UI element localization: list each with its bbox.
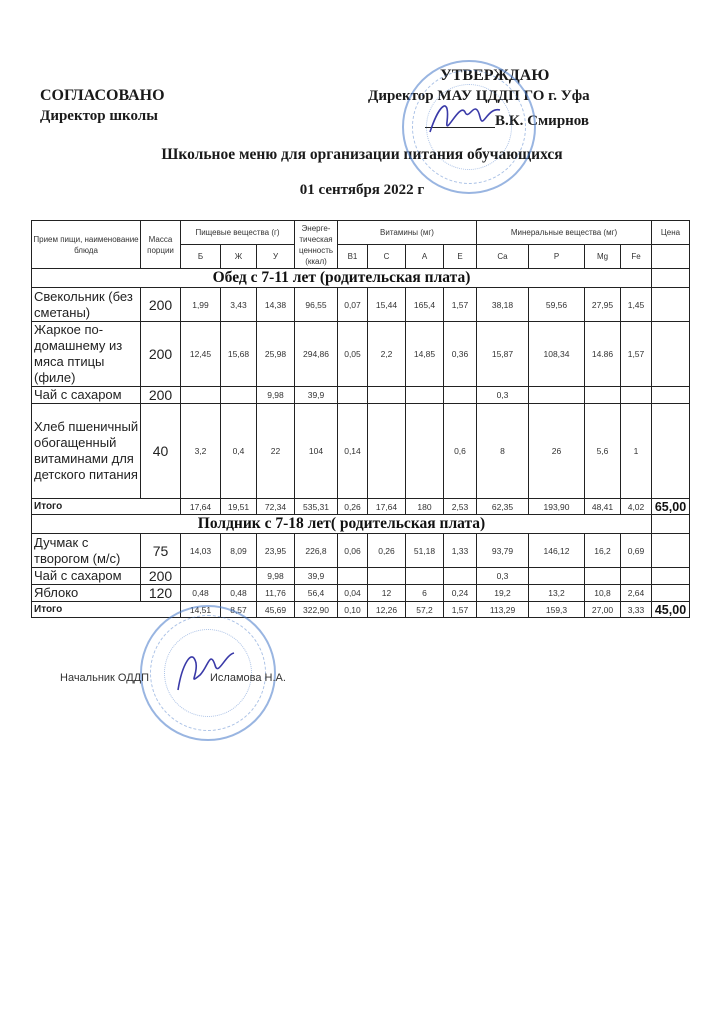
cell-a: 51,18 [406, 534, 444, 568]
dish-name: Свекольник (без сметаны) [32, 288, 141, 322]
total-b: 17,64 [181, 499, 221, 515]
total-price: 65,00 [652, 499, 690, 515]
cell-p [529, 568, 585, 585]
dish-mass: 40 [141, 404, 181, 499]
cell-price [652, 404, 690, 499]
cell-b [181, 568, 221, 585]
col-fe: Fe [621, 245, 652, 269]
cell-p: 108,34 [529, 322, 585, 387]
cell-price [652, 568, 690, 585]
cell-b: 0,48 [181, 585, 221, 602]
total-mg: 27,00 [585, 602, 621, 618]
cell-mg [585, 568, 621, 585]
cell-b1 [338, 387, 368, 404]
cell-e [444, 387, 477, 404]
dish-mass: 200 [141, 568, 181, 585]
dish-mass: 120 [141, 585, 181, 602]
dish-name: Чай с сахаром [32, 387, 141, 404]
cell-c: 15,44 [368, 288, 406, 322]
cell-b1 [338, 568, 368, 585]
cell-b: 3,2 [181, 404, 221, 499]
total-ca: 62,35 [477, 499, 529, 515]
total-ca: 113,29 [477, 602, 529, 618]
table-row [32, 387, 690, 404]
cell-e [444, 568, 477, 585]
cell-fe: 1,57 [621, 322, 652, 387]
cell-c [368, 568, 406, 585]
cell-zh: 8,09 [221, 534, 257, 568]
cell-e: 1,57 [444, 288, 477, 322]
total-c: 17,64 [368, 499, 406, 515]
agreed-role: Директор школы [40, 108, 158, 124]
total-u: 45,69 [257, 602, 295, 618]
menu-table [31, 220, 690, 618]
section-price-empty [652, 515, 690, 534]
col-vitamins: Витамины (мг) [338, 221, 477, 245]
cell-price [652, 288, 690, 322]
cell-ca: 93,79 [477, 534, 529, 568]
total-mg: 48,41 [585, 499, 621, 515]
cell-e: 0,6 [444, 404, 477, 499]
col-mass: Масса порции [141, 221, 181, 269]
col-nutrients: Пищевые вещества (г) [181, 221, 295, 245]
cell-u: 25,98 [257, 322, 295, 387]
cell-u: 9,98 [257, 568, 295, 585]
cell-zh: 0,4 [221, 404, 257, 499]
cell-kcal: 56,4 [295, 585, 338, 602]
cell-zh: 15,68 [221, 322, 257, 387]
cell-a: 14,85 [406, 322, 444, 387]
cell-c [368, 404, 406, 499]
col-ca: Ca [477, 245, 529, 269]
table-row [32, 568, 690, 585]
cell-b1: 0,07 [338, 288, 368, 322]
cell-u: 11,76 [257, 585, 295, 602]
dish-name: Жаркое по-домашнему из мяса птицы (филе) [32, 322, 141, 387]
cell-b1: 0,05 [338, 322, 368, 387]
cell-b: 12,45 [181, 322, 221, 387]
table-row [32, 585, 690, 602]
cell-p: 146,12 [529, 534, 585, 568]
table-row [32, 288, 690, 322]
cell-mg: 14.86 [585, 322, 621, 387]
cell-fe: 1 [621, 404, 652, 499]
cell-a [406, 568, 444, 585]
cell-ca: 38,18 [477, 288, 529, 322]
cell-b: 14,03 [181, 534, 221, 568]
col-minerals: Минеральные вещества (мг) [477, 221, 652, 245]
dish-name: Чай с сахаром [32, 568, 141, 585]
cell-price [652, 534, 690, 568]
section-header-row [32, 269, 690, 288]
dish-mass: 75 [141, 534, 181, 568]
dish-name: Яблоко [32, 585, 141, 602]
total-p: 159,3 [529, 602, 585, 618]
col-e: E [444, 245, 477, 269]
cell-kcal: 39,9 [295, 387, 338, 404]
col-meal: Прием пищи, наименование блюда [32, 221, 141, 269]
cell-ca: 0,3 [477, 387, 529, 404]
cell-u: 9,98 [257, 387, 295, 404]
total-row [32, 499, 690, 515]
cell-u: 22 [257, 404, 295, 499]
cell-fe [621, 568, 652, 585]
section-title: Обед с 7-11 лет (родительская плата) [32, 269, 652, 288]
cell-b [181, 387, 221, 404]
approve-role: Директор МАУ ЦДДП ГО г. Уфа [368, 88, 590, 104]
col-u: У [257, 245, 295, 269]
cell-mg: 5,6 [585, 404, 621, 499]
total-fe: 3,33 [621, 602, 652, 618]
cell-b1: 0,04 [338, 585, 368, 602]
table-row [32, 534, 690, 568]
cell-kcal: 39,9 [295, 568, 338, 585]
signature-icon [170, 645, 240, 695]
cell-fe [621, 387, 652, 404]
cell-a [406, 387, 444, 404]
cell-a: 165,4 [406, 288, 444, 322]
total-b1: 0,26 [338, 499, 368, 515]
total-b: 14,51 [181, 602, 221, 618]
approve-title: УТВЕРЖДАЮ [440, 67, 550, 84]
cell-p: 26 [529, 404, 585, 499]
cell-e: 0,24 [444, 585, 477, 602]
total-p: 193,90 [529, 499, 585, 515]
section-price-empty [652, 269, 690, 288]
dish-mass: 200 [141, 322, 181, 387]
col-a: A [406, 245, 444, 269]
cell-mg: 10,8 [585, 585, 621, 602]
col-zh: Ж [221, 245, 257, 269]
cell-price [652, 322, 690, 387]
cell-kcal: 96,55 [295, 288, 338, 322]
total-fe: 4,02 [621, 499, 652, 515]
col-p: P [529, 245, 585, 269]
total-zh: 19,51 [221, 499, 257, 515]
total-a: 180 [406, 499, 444, 515]
col-c: C [368, 245, 406, 269]
table-row [32, 322, 690, 387]
dish-name: Дучмак с творогом (м/с) [32, 534, 141, 568]
agreed-title: СОГЛАСОВАНО [40, 87, 165, 104]
cell-e: 1,33 [444, 534, 477, 568]
total-row [32, 602, 690, 618]
section-title: Полдник с 7-18 лет( родительская плата) [32, 515, 652, 534]
cell-zh [221, 568, 257, 585]
col-b: Б [181, 245, 221, 269]
cell-zh: 3,43 [221, 288, 257, 322]
total-label: Итого [32, 602, 181, 618]
dish-mass: 200 [141, 387, 181, 404]
document-title: Школьное меню для организации питания обучающихся [161, 146, 563, 163]
document-date: 01 сентября 2022 г [299, 182, 425, 198]
col-price-empty [652, 245, 690, 269]
dish-mass: 200 [141, 288, 181, 322]
cell-fe: 2,64 [621, 585, 652, 602]
total-kcal: 322,90 [295, 602, 338, 618]
cell-price [652, 387, 690, 404]
total-zh: 8,57 [221, 602, 257, 618]
cell-price [652, 585, 690, 602]
head-name: Исламова Н.А. [210, 672, 286, 684]
cell-c: 0,26 [368, 534, 406, 568]
cell-c [368, 387, 406, 404]
cell-zh: 0,48 [221, 585, 257, 602]
cell-kcal: 104 [295, 404, 338, 499]
cell-u: 23,95 [257, 534, 295, 568]
cell-mg: 27,95 [585, 288, 621, 322]
cell-fe: 1,45 [621, 288, 652, 322]
total-c: 12,26 [368, 602, 406, 618]
cell-ca: 15,87 [477, 322, 529, 387]
cell-b1: 0,06 [338, 534, 368, 568]
dish-name: Хлеб пшеничный обогащенный витаминами для детского питания [32, 404, 141, 499]
col-mg: Mg [585, 245, 621, 269]
total-price: 45,00 [652, 602, 690, 618]
approve-name: В.К. Смирнов [495, 113, 590, 129]
cell-c: 12 [368, 585, 406, 602]
cell-fe: 0,69 [621, 534, 652, 568]
table-row [32, 404, 690, 499]
total-label: Итого [32, 499, 181, 515]
cell-a: 6 [406, 585, 444, 602]
cell-kcal: 226,8 [295, 534, 338, 568]
total-u: 72,34 [257, 499, 295, 515]
cell-a [406, 404, 444, 499]
col-b1: B1 [338, 245, 368, 269]
cell-ca: 19,2 [477, 585, 529, 602]
cell-b1: 0,14 [338, 404, 368, 499]
cell-e: 0,36 [444, 322, 477, 387]
cell-mg [585, 387, 621, 404]
cell-zh [221, 387, 257, 404]
col-price: Цена [652, 221, 690, 245]
total-b1: 0,10 [338, 602, 368, 618]
cell-kcal: 294,86 [295, 322, 338, 387]
cell-p: 59,56 [529, 288, 585, 322]
total-kcal: 535,31 [295, 499, 338, 515]
section-header-row [32, 515, 690, 534]
cell-ca: 8 [477, 404, 529, 499]
cell-p: 13,2 [529, 585, 585, 602]
cell-u: 14,38 [257, 288, 295, 322]
col-energy: Энерге-тическая ценность (ккал) [295, 221, 338, 269]
total-e: 1,57 [444, 602, 477, 618]
cell-mg: 16,2 [585, 534, 621, 568]
total-a: 57,2 [406, 602, 444, 618]
header-row-1 [32, 221, 690, 245]
cell-p [529, 387, 585, 404]
cell-b: 1,99 [181, 288, 221, 322]
head-role: Начальник ОДДП [60, 672, 150, 684]
cell-ca: 0,3 [477, 568, 529, 585]
signature-icon [425, 92, 505, 142]
total-e: 2,53 [444, 499, 477, 515]
cell-c: 2,2 [368, 322, 406, 387]
